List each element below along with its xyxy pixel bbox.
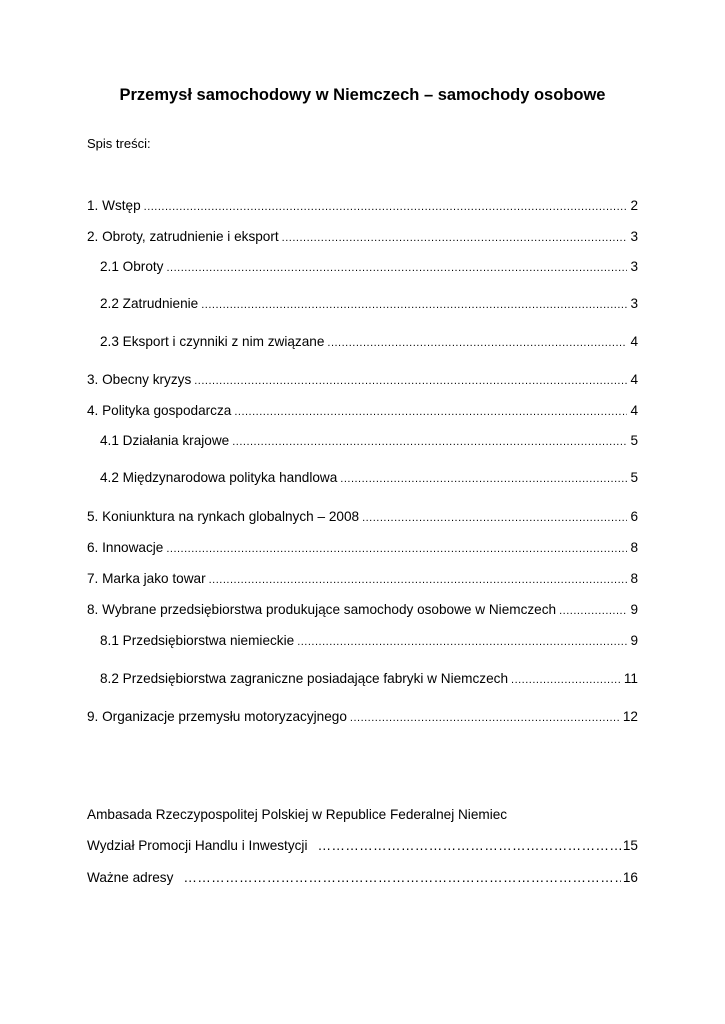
footer-entry-addresses	[87, 869, 638, 887]
toc-entry-1	[87, 197, 638, 216]
toc-entry-2	[87, 228, 638, 247]
toc-label: 2. Obroty, zatrudnienie i eksport	[87, 229, 279, 244]
toc-leader	[511, 671, 621, 689]
toc-page-number: 5	[630, 433, 638, 448]
toc-entry-8	[87, 601, 638, 620]
toc-leader	[209, 571, 628, 589]
toc-entry-2-2	[100, 295, 638, 314]
toc-entry-9	[87, 708, 638, 727]
toc-label: 4.1 Działania krajowe	[100, 433, 230, 448]
toc-heading: Spis treści:	[87, 136, 151, 151]
toc-entry-7	[87, 570, 638, 589]
toc-label: 5. Koniunktura na rynkach globalnych – 2008	[87, 509, 360, 524]
toc-leader	[327, 334, 627, 352]
toc-leader	[297, 633, 627, 651]
toc-leader	[201, 296, 627, 314]
toc-page-number: 3	[630, 296, 638, 311]
toc-leader	[559, 602, 627, 620]
toc-page-number: 9	[630, 602, 638, 617]
footer-page-number: 16	[622, 870, 638, 885]
toc-entry-2-3	[100, 333, 638, 352]
toc-leader	[194, 372, 627, 390]
footer-leader	[183, 869, 620, 887]
toc-page-number: 4	[630, 372, 638, 387]
toc-leader	[282, 229, 628, 247]
toc-entry-8-1	[100, 632, 638, 651]
toc-label: 2.3 Eksport i czynniki z nim związane	[100, 334, 325, 349]
toc-page-number: 5	[630, 470, 638, 485]
toc-label: 4. Polityka gospodarcza	[87, 403, 232, 418]
toc-entry-2-1	[100, 258, 638, 277]
toc-label: 4.2 Międzynarodowa polityka handlowa	[100, 470, 338, 485]
toc-label: 7. Marka jako towar	[87, 571, 206, 586]
toc-label: 2.1 Obroty	[100, 259, 164, 274]
toc-entry-4-2	[100, 469, 638, 488]
toc-leader	[232, 433, 627, 451]
toc-page-number: 8	[630, 571, 638, 586]
toc-page-number: 12	[622, 709, 638, 724]
toc-entry-5	[87, 508, 638, 527]
document-title: Przemysł samochodowy w Niemczech – samochody osobowe	[119, 86, 606, 104]
toc-leader	[362, 509, 627, 527]
toc-page-number: 3	[630, 229, 638, 244]
toc-page-number: 4	[630, 334, 638, 349]
footer-leader	[317, 837, 620, 855]
toc-label: 9. Organizacje przemysłu motoryzacyjnego	[87, 709, 347, 724]
toc-leader	[144, 198, 628, 216]
toc-page-number: 3	[630, 259, 638, 274]
toc-entry-6	[87, 539, 638, 558]
toc-leader	[234, 403, 627, 421]
toc-label: 3. Obecny kryzys	[87, 372, 192, 387]
toc-leader	[350, 709, 620, 727]
toc-label: 8.1 Przedsiębiorstwa niemieckie	[100, 633, 295, 648]
toc-leader	[166, 259, 627, 277]
toc-entry-8-2	[100, 670, 638, 689]
toc-label: 2.2 Zatrudnienie	[100, 296, 199, 311]
toc-label: 1. Wstęp	[87, 198, 141, 213]
toc-page-number: 4	[630, 403, 638, 418]
toc-page-number: 2	[630, 198, 638, 213]
footer-label: Ważne adresy	[87, 870, 174, 885]
toc-entry-4	[87, 402, 638, 421]
footer-label: Wydział Promocji Handlu i Inwestycji	[87, 838, 308, 853]
toc-leader	[340, 470, 627, 488]
toc-page-number: 8	[630, 540, 638, 555]
toc-label: 6. Innowacje	[87, 540, 164, 555]
toc-page-number: 9	[630, 633, 638, 648]
toc-label: 8. Wybrane przedsiębiorstwa produkujące samochody osobowe w Niemczech	[87, 602, 557, 617]
footer-page-number: 15	[622, 838, 638, 853]
toc-leader	[166, 540, 627, 558]
footer-entry-trade-promotion	[87, 837, 638, 855]
toc-entry-4-1	[100, 432, 638, 451]
toc-entry-3	[87, 371, 638, 390]
embassy-name: Ambasada Rzeczypospolitej Polskiej w Republice Federalnej Niemiec	[87, 807, 508, 822]
toc-page-number: 6	[630, 509, 638, 524]
toc-label: 8.2 Przedsiębiorstwa zagraniczne posiadające fabryki w Niemczech	[100, 671, 509, 686]
toc-page-number: 11	[623, 671, 638, 686]
